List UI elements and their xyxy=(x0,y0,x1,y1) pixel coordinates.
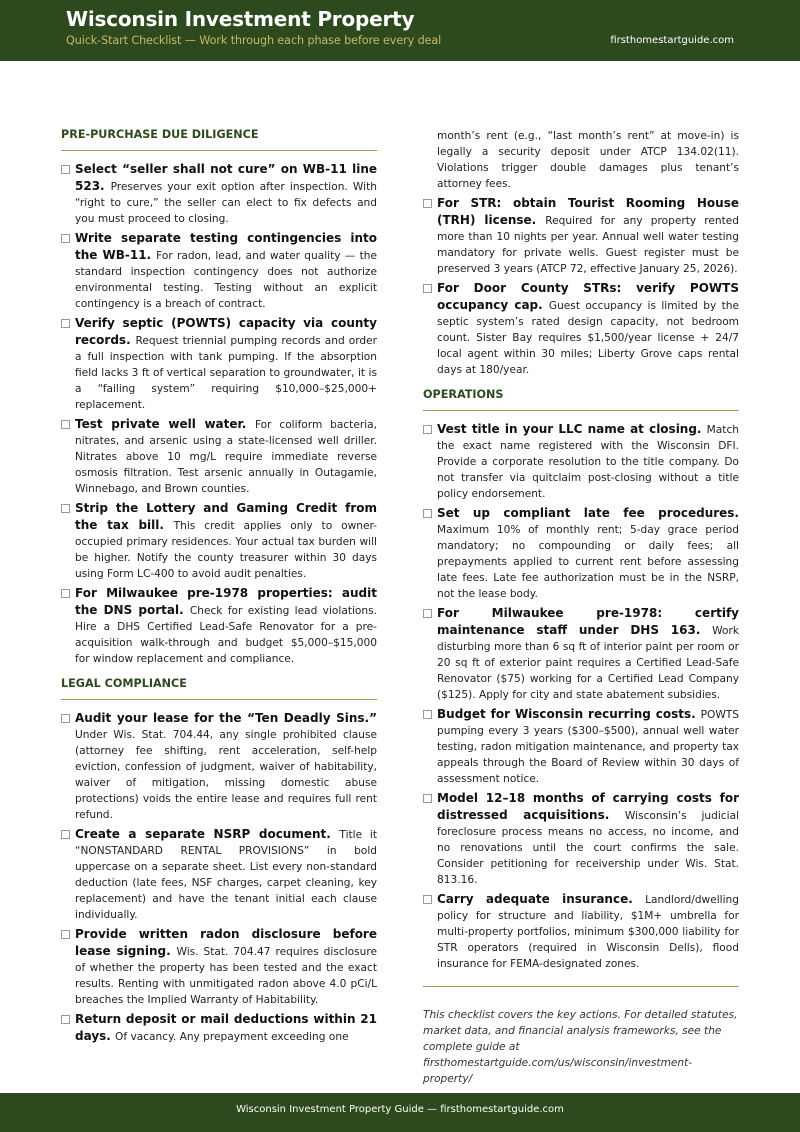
checkbox[interactable] xyxy=(61,319,70,328)
item-text: Guest occupancy is limited by the septic system’s rated design capacity, not bedroom count. Sister Bay requires $1,500/year license + 24/7 local agent within 30 miles; Liberty Grove caps rental days at 180/year. xyxy=(437,300,739,376)
checklist-item-continuation: month’s rent (e.g., “last month’s rent” at move-in) is legally a security deposit under ATCP 134.02(11). Violations trigger double damages plus tenant’s attorney fees. xyxy=(437,130,739,190)
item-lead: For STR: obtain Tourist Rooming House (TRH) license. xyxy=(437,196,739,227)
item-text: This credit applies only to owner-occupied primary residences. Your actual tax burden will be higher. Notify the county treasurer within 30 days using Form LC-400 to avoid audit penalties. xyxy=(75,520,377,580)
checkbox[interactable] xyxy=(61,165,70,174)
guide-link[interactable]: firsthomestartguide.com/us/wisconsin/investment-property/ xyxy=(423,1057,693,1085)
checkbox[interactable] xyxy=(423,895,432,904)
checklist-item xyxy=(61,416,377,497)
item-lead: Vest title in your LLC name at closing. xyxy=(437,422,707,436)
item-lead: Strip the Lottery and Gaming Credit from the tax bill. xyxy=(75,501,377,532)
item-text: Maximum 10% of monthly rent; 5-day grace period mandatory; no compounding or daily fees; all prepayments applied to current rent before assessing late fees. Late fee authorization must be in the NSRP, not the lease body. xyxy=(437,524,739,600)
item-text: Match the exact name registered with the Wisconsin DFI. Provide a corporate resolution to the title company. Do not transfer via quitclaim post-closing without a title policy endorsement. xyxy=(437,424,739,500)
checklist-item xyxy=(61,926,377,1008)
item-lead: For Door County STRs: verify POWTS occupancy cap. xyxy=(437,281,739,312)
item-text: Landlord/dwelling policy for structure and liability, $1M+ umbrella for multi-property portfolios, minimum $300,000 liability for STR operators (required in Wisconsin Dells), flood insurance for FEMA-designated zones. xyxy=(437,894,739,970)
item-text: Preserves your exit option after inspection. With “right to cure,” the seller can elect to fix defects and you must proceed to closing. xyxy=(75,181,377,225)
item-text: Wisconsin’s judicial foreclosure process means no access, no income, and no renovations until the court confirms the sale. Consider petitioning for receivership under Wis. Stat. 813.16. xyxy=(437,810,740,886)
checklist-item xyxy=(423,706,739,787)
checkbox[interactable] xyxy=(61,1015,70,1024)
checkbox[interactable] xyxy=(61,504,70,513)
item-lead: Return deposit or mail deductions within 21 days. xyxy=(75,1012,377,1043)
item-text: For coliform bacteria, nitrates, and arsenic using a state-licensed well driller. Nitrates above 10 mg/L require immediate reverse osmosis filtration. Test arsenic annually in Outagamie, Winnebago, and Brown counties. xyxy=(75,419,377,495)
checkbox[interactable] xyxy=(423,425,432,434)
checkbox[interactable] xyxy=(61,714,70,723)
item-text: Title it “NONSTANDARD RENTAL PROVISIONS” in bold uppercase on a separate sheet. List every non-standard deduction (late fees, NSF charges, carpet cleaning, key replacement) and have the tenant initial each clause individually. xyxy=(75,829,377,921)
item-text: For radon, lead, and water quality — the standard inspection contingency does not authorize environmental testing. Testing without an explicit contingency is a breach of contract. xyxy=(75,250,377,310)
checklist-item xyxy=(61,710,377,823)
checklist-item xyxy=(423,605,739,703)
checkbox[interactable] xyxy=(61,420,70,429)
item-lead: Write separate testing contingencies into the WB-11. xyxy=(75,231,377,262)
checklist-item xyxy=(61,500,377,582)
item-lead: Budget for Wisconsin recurring costs. xyxy=(437,707,701,721)
item-lead: Select “seller shall not cure” on WB-11 line 523. xyxy=(75,162,377,193)
checkbox[interactable] xyxy=(423,710,432,719)
checklist-item xyxy=(423,505,739,602)
page-header xyxy=(0,0,800,61)
item-lead: Create a separate NSRP document. xyxy=(75,827,340,841)
checkbox[interactable] xyxy=(423,794,432,803)
checklist-item xyxy=(423,280,739,378)
item-lead: Carry adequate insurance. xyxy=(437,892,646,906)
checklist-item xyxy=(423,790,739,888)
page-footer xyxy=(0,1093,800,1132)
item-lead: Set up compliant late fee procedures. xyxy=(437,506,739,520)
item-text: Work disturbing more than 6 sq ft of interior paint per room or 20 sq ft of exterior paint requires a Certified Lead-Safe Renovator ($75) working for a Certified Lead Company ($125). Apply for city and state abatement subsidies. xyxy=(437,625,739,701)
section-title-operations: OPERATIONS xyxy=(423,388,739,411)
checklist-item xyxy=(61,161,377,227)
item-text: Required for any property rented more than 10 nights per year. Annual well water testing mandatory for private wells. Guest register must be preserved 3 years (ATCP 72, effective January 25, 2026). xyxy=(437,215,739,275)
checklist-item xyxy=(61,585,377,667)
checkbox[interactable] xyxy=(423,509,432,518)
footer-text: Wisconsin Investment Property Guide — firsthomestartguide.com xyxy=(236,1104,564,1115)
closing-note xyxy=(423,1007,739,1087)
item-text: Of vacancy. Any prepayment exceeding one xyxy=(115,1031,349,1043)
checkbox[interactable] xyxy=(61,234,70,243)
checkbox[interactable] xyxy=(61,830,70,839)
checkbox[interactable] xyxy=(61,589,70,598)
checklist-item xyxy=(61,315,377,413)
item-lead: For Milwaukee pre-1978 properties: audit the DNS portal. xyxy=(75,586,377,617)
item-lead: Audit your lease for the “Ten Deadly Sins.” xyxy=(75,711,377,725)
right-column xyxy=(423,128,739,1087)
checklist-item xyxy=(423,421,739,502)
item-lead: Test private well water. xyxy=(75,417,255,431)
item-text: POWTS pumping every 3 years ($300–$500), annual well water testing, radon mitigation maintenance, and property tax appeals through the Board of Review within 30 days of assessment notice. xyxy=(437,709,739,785)
header-url: firsthomestartguide.com xyxy=(610,35,734,46)
checkbox[interactable] xyxy=(423,284,432,293)
page-subtitle: Quick-Start Checklist — Work through each phase before every deal xyxy=(66,34,442,47)
item-lead: For Milwaukee pre-1978: certify maintenance staff under DHS 163. xyxy=(437,606,739,637)
checklist-item xyxy=(61,230,377,312)
item-text: Wis. Stat. 704.47 requires disclosure of whether the property has been tested and the exact results. Renting with unmitigated radon above 4.0 pCi/L breaches the Implied Warranty of Habitability. xyxy=(75,946,377,1006)
closing-note-text: This checklist covers the key actions. For detailed statutes, market data, and financial analysis frameworks, see the complete guide at xyxy=(423,1009,738,1053)
item-text: Under Wis. Stat. 704.44, any single prohibited clause (attorney fee shifting, rent acceleration, self-help eviction, confession of judgment, waiver of habitability, waiver of mitigation, missing domestic abuse protections) voids the entire lease and requires full rent refund. xyxy=(75,729,377,821)
left-column xyxy=(61,128,377,1048)
checklist-item xyxy=(423,195,739,277)
section-title-pre-purchase: PRE-PURCHASE DUE DILIGENCE xyxy=(61,128,377,151)
item-lead: Provide written radon disclosure before lease signing. xyxy=(75,927,377,958)
item-text: Request triennial pumping records and order a full inspection with tank pumping. If the absorption field lacks 3 ft of vertical separation to groundwater, it is a “failing system” requiring $10,000–$25,000+ replacement. xyxy=(75,335,377,411)
checklist-item xyxy=(423,891,739,972)
checkbox[interactable] xyxy=(423,199,432,208)
checklist-item xyxy=(61,1011,377,1045)
divider xyxy=(423,986,739,987)
item-lead: Verify septic (POWTS) capacity via county records. xyxy=(75,316,377,347)
checkbox[interactable] xyxy=(61,930,70,939)
section-title-legal: LEGAL COMPLIANCE xyxy=(61,677,377,700)
page-title: Wisconsin Investment Property xyxy=(66,7,415,31)
item-lead: Model 12–18 months of carrying costs for distressed acquisitions. xyxy=(437,791,739,822)
checkbox[interactable] xyxy=(423,609,432,618)
item-text: Check for existing lead violations. Hire a DHS Certified Lead-Safe Renovator for a pre-acquisition walk-through and budget $5,000–$15,000 for window replacement and compliance. xyxy=(75,605,377,665)
checklist-item xyxy=(61,826,377,923)
